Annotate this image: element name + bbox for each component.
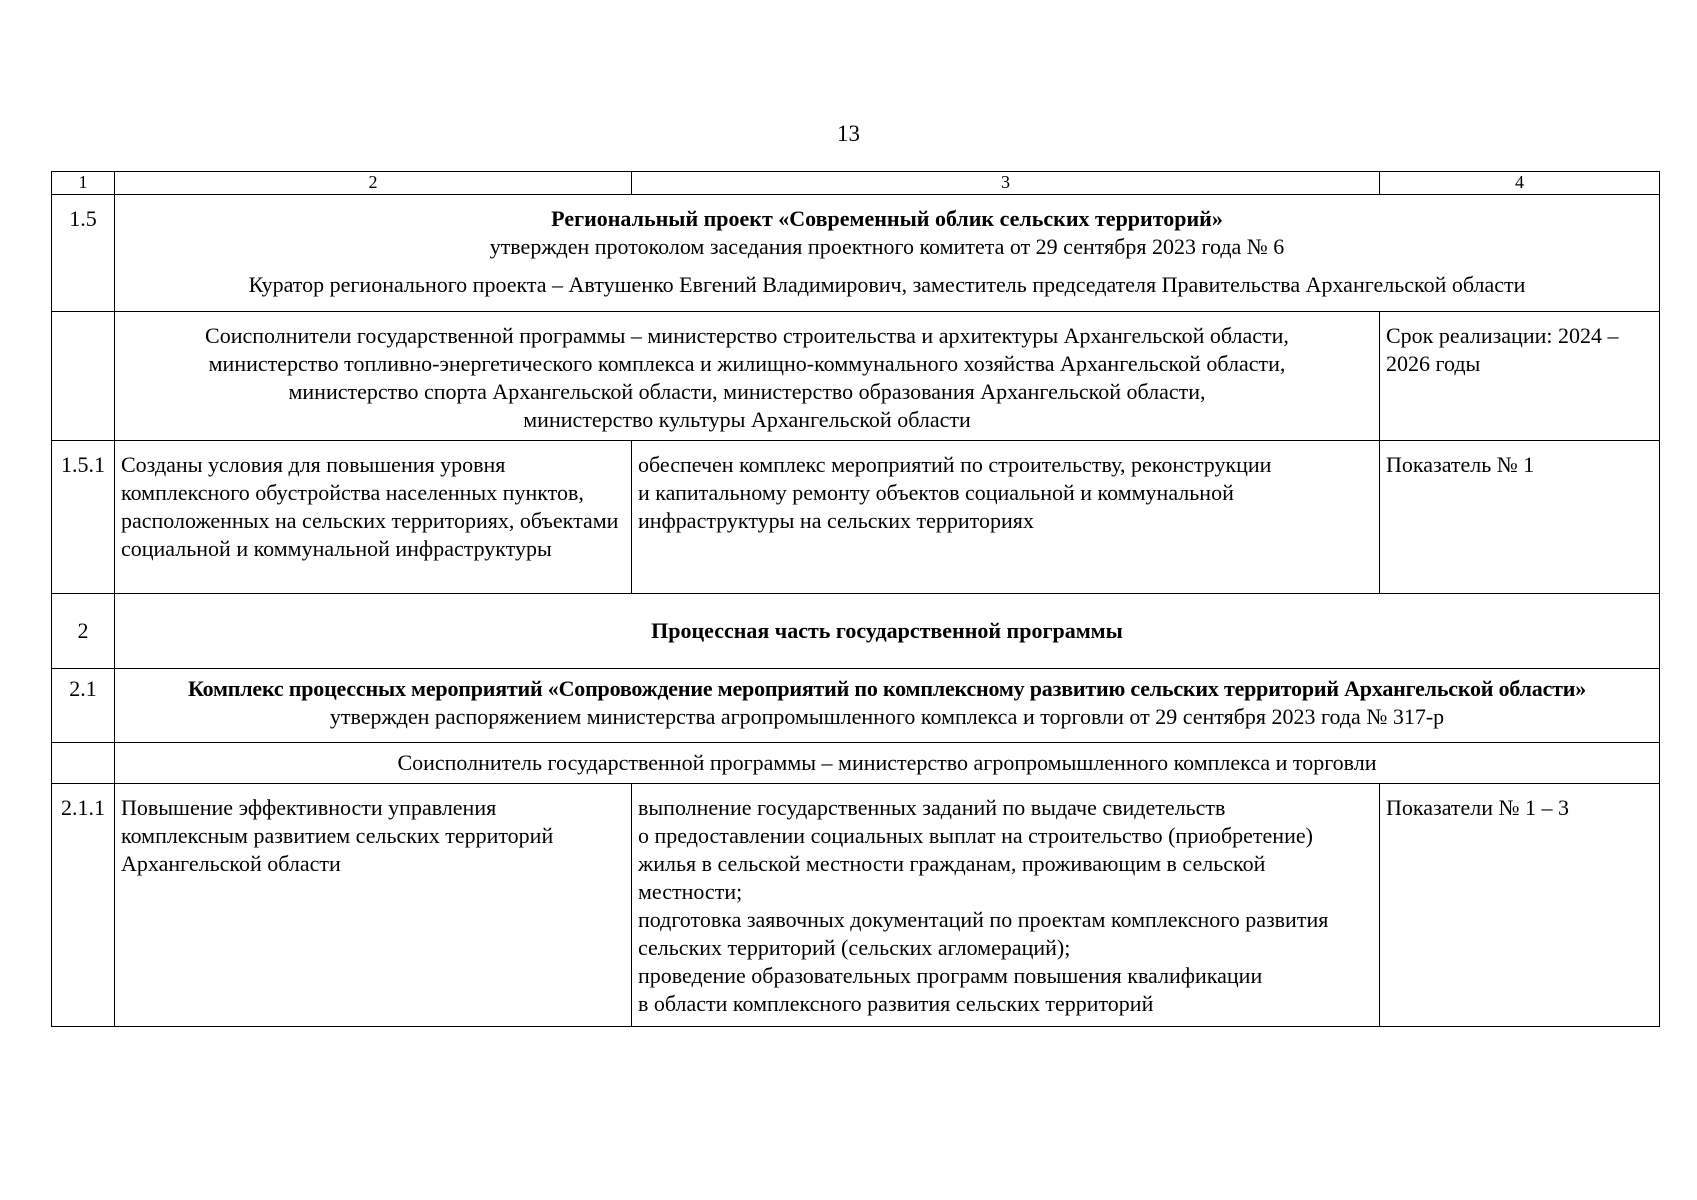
row-number: 2.1 — [52, 669, 115, 743]
column-number-4: 4 — [1380, 172, 1660, 195]
implementation-term: Срок реализации: 2024 – 2026 годы — [1380, 312, 1660, 441]
section-title: Комплекс процессных мероприятий «Сопровождение мероприятий по комплексному развитию сельских территорий Архангельской области» — [187, 676, 1587, 701]
column-number-1: 1 — [52, 172, 115, 195]
row-number: 2.1.1 — [52, 784, 115, 1027]
program-table — [51, 171, 1660, 1027]
row-number: 1.5.1 — [52, 441, 115, 594]
column-number-3: 3 — [632, 172, 1380, 195]
section-heading — [115, 195, 1660, 312]
empty-cell — [52, 312, 115, 441]
page-number: 13 — [837, 121, 860, 146]
section-title: Процессная часть государственной программы — [115, 594, 1660, 669]
approval-note: утвержден распоряжением министерства агропромышленного комплекса и торговли от 29 сентября 2023 года № 317-р — [329, 704, 1445, 729]
result-cell: обеспечен комплекс мероприятий по строительству, реконструкции и капитальному ремонту объектов социальной и коммунальной инфраструктуры на сельских территориях — [632, 441, 1380, 594]
column-number-2: 2 — [115, 172, 632, 195]
column-number-row — [52, 172, 1660, 195]
result-cell: выполнение государственных заданий по выдаче свидетельств о предоставлении социальных выплат на строительство (приобретение) жилья в сельской местности гражданам, проживающим в сельской местности; подготовка заявочных документаций по проектам комплексного развития сельских территорий (сельских агломераций); проведение образовательных программ повышения квалификации в области комплексного развития сельских территорий — [632, 784, 1380, 1027]
coexecutor-text: Соисполнитель государственной программы – министерство агропромышленного комплекса и торговли — [115, 743, 1660, 784]
indicator-cell: Показатель № 1 — [1380, 441, 1660, 594]
section-row-2-1 — [52, 669, 1660, 743]
empty-cell — [52, 743, 115, 784]
section-row-1-5 — [52, 195, 1660, 312]
table-row-2-1-1 — [52, 784, 1660, 1027]
coexecutor-row-2-1 — [52, 743, 1660, 784]
task-cell: Созданы условия для повышения уровня комплексного обустройства населенных пунктов, расположенных на сельских территориях, объектами социальной и коммунальной инфраструктуры — [115, 441, 632, 594]
table-row-1-5-1 — [52, 441, 1660, 594]
indicator-cell: Показатели № 1 – 3 — [1380, 784, 1660, 1027]
coexecutors-text: Соисполнители государственной программы – министерство строительства и архитектуры Архангельской области, министерство топливно-энергетического комплекса и жилищно-коммунального хозяйства Архангельской области, министерство спорта Архангельской области, министерство образования Архангельской области, министерство культуры Архангельской области — [115, 312, 1380, 441]
row-number: 2 — [52, 594, 115, 669]
task-cell: Повышение эффективности управления комплексным развитием сельских территорий Архангельской области — [115, 784, 632, 1027]
section-heading — [115, 669, 1660, 743]
section-row-2 — [52, 594, 1660, 669]
section-title: Региональный проект «Современный облик сельских территорий» — [551, 206, 1223, 231]
curator-note: Куратор регионального проекта – Автушенко Евгений Владимирович, заместитель председателя Правительства Архангельской области — [248, 272, 1526, 297]
coexecutors-row-1-5 — [52, 312, 1660, 441]
approval-note: утвержден протоколом заседания проектного комитета от 29 сентября 2023 года № 6 — [489, 234, 1285, 259]
row-number: 1.5 — [52, 195, 115, 312]
